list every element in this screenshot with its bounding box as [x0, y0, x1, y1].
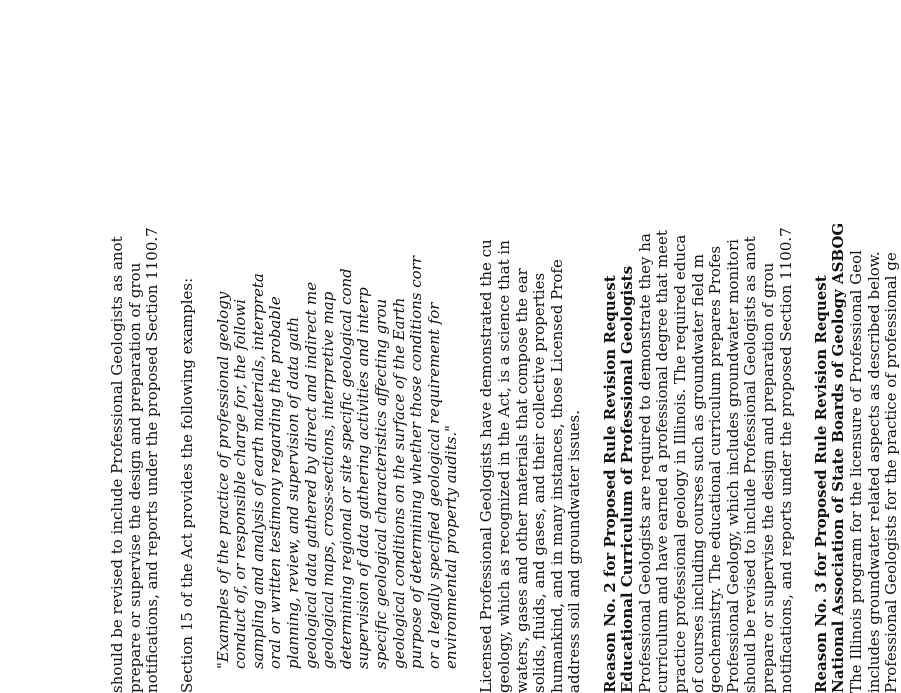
text-line: prepare or supervise the design and preparation of grou [125, 262, 144, 693]
rotated-text-column [108, 33, 901, 693]
quote-line: determining regional or site specific geological cond [336, 268, 355, 669]
text-line: should be revised to include Professional Geologists as anot [741, 236, 760, 693]
text-line: Licensed Professional Geologists have demonstrated the cu [477, 239, 496, 693]
text-line: humankind, and in many instances, those Licensed Profe [547, 259, 566, 693]
quote-line: purpose of determining whether those conditions corr [407, 255, 426, 669]
reason-3-section [813, 33, 901, 693]
reason-3-subheading: National Association of State Boards of Geology ASBOG [829, 222, 848, 693]
quote-line: supervision of data gathering activities and interp [354, 287, 373, 669]
text-line: prepare or supervise the design and preparation of grou [758, 262, 777, 693]
text-line: address soil and groundwater issues. [565, 410, 584, 693]
quote-line: geological conditions on the surface of the Earth [389, 297, 408, 669]
text-line: geochemistry. The educational curriculum prepares Profes [706, 245, 725, 693]
text-line: notifications, and reports under the proposed Section 1100.7 [143, 227, 162, 693]
quote-line: environmental property audits." [442, 424, 461, 669]
text-line: The Illinois program for the licensure of Professional Geol [846, 250, 865, 693]
paragraph-revision-intro [109, 33, 162, 693]
reason-2-subheading: Educational Curriculum of Professional Geologists [618, 265, 637, 693]
text-line: solids, fluids, and gases, and their collective properties [530, 272, 549, 693]
section-15-intro: Section 15 of the Act provides the following examples: [178, 277, 197, 693]
text-line: notifications, and reports under the proposed Section 1100.7 [776, 227, 795, 693]
quote-line: or a legally specified geological requirement for [424, 302, 443, 669]
reason-2-section [602, 33, 796, 693]
quote-line: sampling and analysis of earth materials, interpreta [248, 273, 267, 669]
text-line: waters, gases and other materials that compose the ear [512, 268, 531, 693]
quote-line: geological data gathered by direct and indirect me [301, 281, 320, 669]
text-line: Professional Geologists for the practice of professional ge [882, 252, 901, 693]
section-15-quote [215, 33, 461, 693]
text-line: Professional Geology, which includes groundwater monitori [723, 239, 742, 693]
text-line: practice professional geology in Illinois. The required educa [671, 234, 689, 693]
quote-line: specific geological characteristics affecting grou [371, 298, 390, 669]
paragraph-licensed-geologists [478, 33, 584, 693]
quote-line: geological maps, cross-sections, interpretive map [319, 291, 338, 669]
reason-3-heading: Reason No. 3 for Proposed Rule Revision Request [811, 275, 830, 693]
text-line: should be revised to include Professional Geologists as anot [108, 236, 126, 693]
text-line: of courses including courses such as groundwater field m [688, 254, 707, 693]
quote-line: oral or written testimony regarding the probable [266, 296, 285, 669]
text-line: Professional Geologists are required to demonstrate they ha [635, 233, 654, 693]
quote-line: conduct of, or responsible charge for, the followi [231, 299, 250, 669]
text-line: includes groundwater related aspects as described below. [864, 251, 883, 693]
text-line: geology, which as recognized in the Act, is a science that in [495, 240, 514, 693]
reason-2-heading: Reason No. 2 for Proposed Rule Revision Request [600, 275, 619, 693]
quote-line: planning, review, and supervision of data gath [283, 316, 302, 669]
quote-line: "Examples of the practice of professional geology [213, 291, 232, 669]
text-line: curriculum and have earned a professional degree that meet [653, 230, 672, 693]
